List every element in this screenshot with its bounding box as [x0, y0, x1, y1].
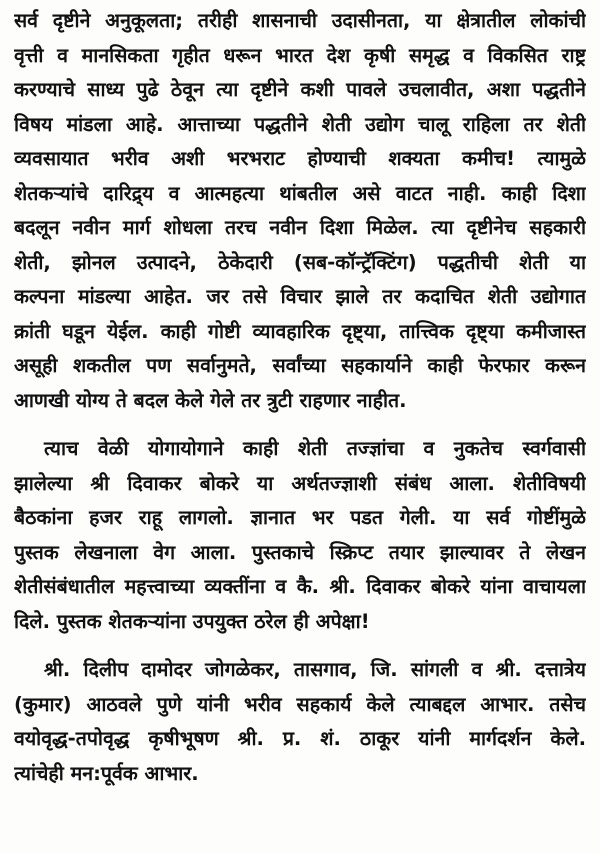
paragraph-2 — [14, 432, 586, 639]
text-line: सर्व दृष्टीने अनुकूलता; तरीही शासनाची उदासीनता, या क्षेत्रातील लोकांची — [14, 9, 586, 32]
text-line: (कुमार) आठवले पुणे यांनी भरीव सहकार्य केले त्याबद्दल आभार. तसेच — [14, 692, 586, 716]
text-line: त्यांचेही मन:पूर्वक आभार. — [14, 761, 199, 785]
text-line: असूही शकतील पण सर्वानुमते, सर्वांच्या सहकार्याने काही फेरफार करून — [14, 354, 586, 377]
paragraph-3 — [14, 653, 586, 791]
text-line: झालेल्या श्री दिवाकर बोकरे या अर्थतज्ज्ञाशी संबंध आला. शेतीविषयी — [14, 471, 586, 495]
text-line: करण्याचे साध्य पुढे ठेवून त्या दृष्टीने कशी पावले उचलावीत, अशा पद्धतीने — [14, 78, 586, 101]
book-page — [14, 4, 586, 849]
text-line: त्याच वेळी योगायोगाने काही शेती तज्ज्ञांचा व नुकतेच स्वर्गवासी — [44, 437, 586, 460]
text-line: वृत्ती व मानसिकता गृहीत धरून भारत देश कृषी समृद्ध व विकसित राष्ट्र — [14, 43, 586, 67]
paragraph-1 — [14, 4, 586, 418]
text-line: व्यवसायात भरीव अशी भरभराट होण्याची शक्यता कमीच! त्यामुळे — [14, 147, 586, 170]
text-line: वयोवृद्ध-तपोवृद्ध कृषीभूषण श्री. प्र. शं. ठाकूर यांनी मार्गदर्शन केले. — [14, 727, 586, 750]
text-line: बदलून नवीन मार्ग शोधला तरच नवीन दिशा मिळेल. त्या दृष्टीनेच सहकारी — [14, 216, 586, 239]
text-line: आणखी योग्य ते बदल केले गेले तर त्रुटी राहणार नाहीत. — [14, 388, 407, 412]
text-line: पुस्तक लेखनाला वेग आला. पुस्तकाचे स्क्रिप्ट तयार झाल्यावर ते लेखन — [14, 540, 586, 564]
text-line: दिले. पुस्तक शेतकऱ्यांना उपयुक्त ठरेल ही अपेक्षा! — [14, 609, 370, 633]
text-line: शेतकऱ्यांचे दारिद्र्य व आत्महत्या थांबतील असे वाटत नाही. काही दिशा — [14, 181, 586, 205]
text-line: क्रांती घडून येईल. काही गोष्टी व्यावहारिक दृष्ट्या, तात्त्विक दृष्ट्या कमीजास्त — [14, 319, 586, 343]
text-line: शेती, झोनल उत्पादने, ठेकेदारी (सब-कॉन्ट्रॅक्टिंग) पद्धतीची शेती या — [14, 250, 586, 274]
text-line: विषय मांडला आहे. आत्ताच्या पद्धतीने शेती उद्योग चालू राहिला तर शेती — [14, 112, 586, 136]
text-line: कल्पना मांडल्या आहेत. जर तसे विचार झाले तर कदाचित शेती उद्योगात — [14, 285, 586, 308]
text-line: शेतीसंबंधातील महत्त्वाच्या व्यक्तींना व कै. श्री. दिवाकर बोकरे यांना वाचायला — [14, 575, 586, 598]
text-line: बैठकांना हजर राहू लागलो. ज्ञानात भर पडत गेली. या सर्व गोष्टींमुळे — [14, 506, 586, 529]
text-line: श्री. दिलीप दामोदर जोगळेकर, तासगाव, जि. सांगली व श्री. दत्तात्रेय — [44, 658, 586, 681]
